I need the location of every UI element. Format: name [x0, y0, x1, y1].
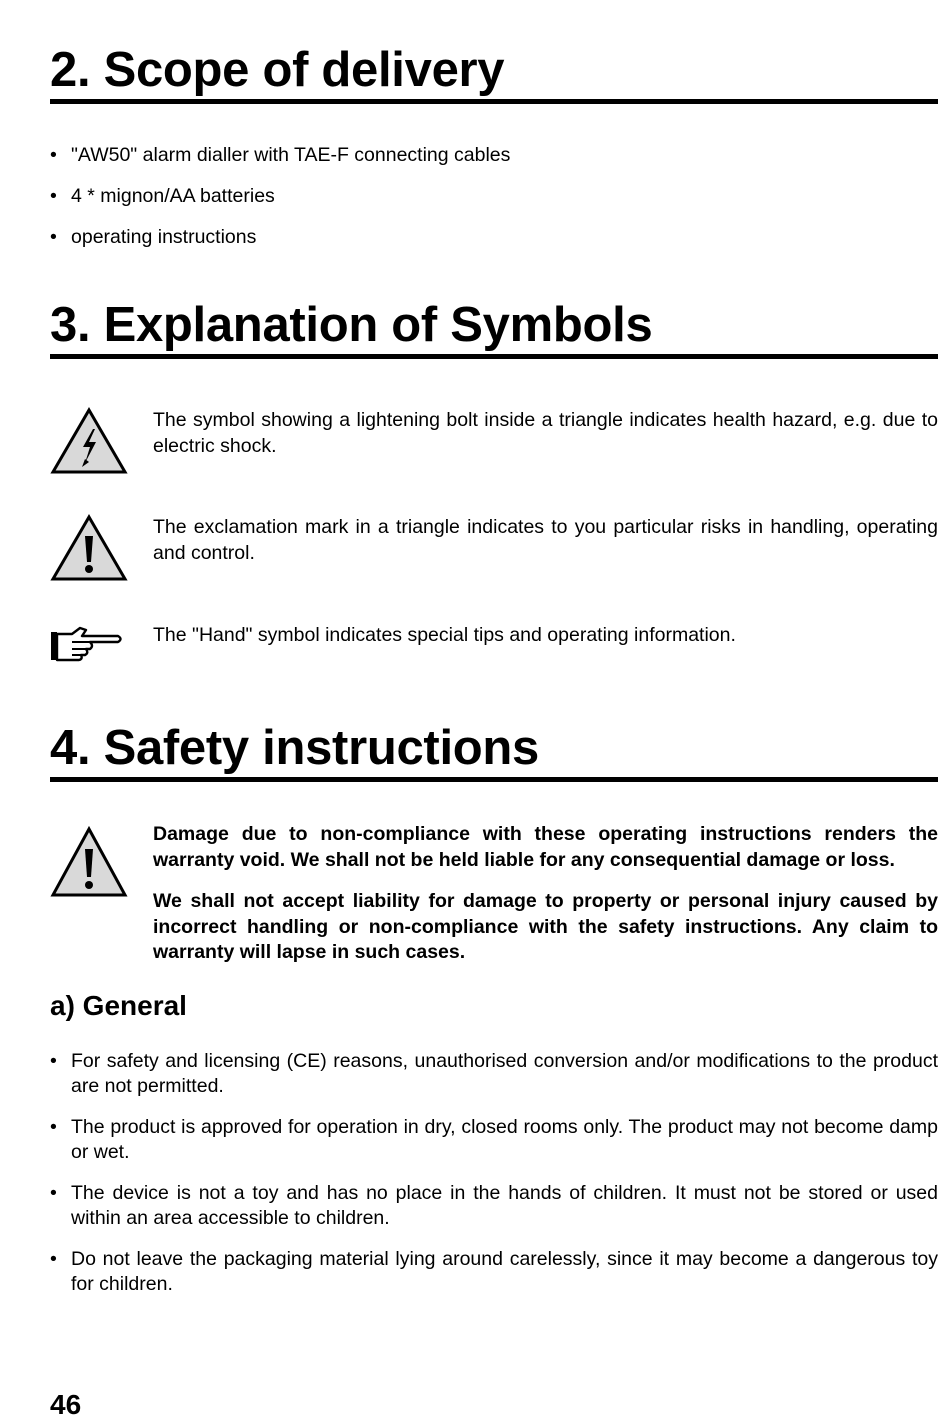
heading-rule — [50, 99, 938, 104]
list-item: • The device is not a toy and has no place in the hands of children. It must not be stored or used within an area accessible to children. — [50, 1182, 938, 1229]
bullet: • — [50, 1248, 57, 1270]
pointing-hand-icon — [50, 622, 124, 666]
page-number: 46 — [50, 1389, 82, 1420]
section-heading-scope-of-delivery: 2. Scope of delivery — [50, 43, 505, 97]
list-item: • The product is approved for operation in dry, closed rooms only. The product may not become damp or wet. — [50, 1116, 938, 1163]
symbol-description: The exclamation mark in a triangle indicates to you particular risks in handling, operating and control. — [153, 516, 938, 564]
bullet: • — [50, 1050, 57, 1072]
bullet: • — [50, 185, 57, 207]
list-item: • operating instructions — [50, 226, 257, 248]
list-item: • Do not leave the packaging material lying around carelessly, since it may become a dangerous toy for children. — [50, 1248, 938, 1295]
symbol-description: The "Hand" symbol indicates special tips and operating information. — [153, 624, 736, 646]
list-item: • "AW50" alarm dialler with TAE-F connecting cables — [50, 144, 511, 166]
list-item: • For safety and licensing (CE) reasons, unauthorised conversion and/or modifications to the product are not permitted. — [50, 1050, 938, 1097]
list-item: • 4 * mignon/AA batteries — [50, 185, 275, 207]
heading-rule — [50, 777, 938, 782]
warranty-warning: Damage due to non-compliance with these operating instructions renders the warranty void. We shall not be held liable for any consequential damage or loss. — [153, 823, 938, 871]
subheading-general: a) General — [50, 990, 187, 1021]
delivery-list — [50, 143, 938, 250]
liability-warning: We shall not accept liability for damage to property or personal injury caused by incorrect handling or non-compliance with the safety instructions. Any claim to warranty will lapse in such cases. — [153, 890, 938, 963]
general-safety-list — [50, 1049, 938, 1297]
exclamation-triangle-icon — [50, 514, 128, 582]
bullet: • — [50, 226, 57, 248]
lightning-triangle-icon — [50, 407, 128, 475]
bullet: • — [50, 1116, 57, 1138]
section-heading-explanation-of-symbols: 3. Explanation of Symbols — [50, 298, 653, 352]
bullet: • — [50, 144, 57, 166]
exclamation-triangle-icon — [50, 826, 128, 898]
heading-rule — [50, 354, 938, 359]
bullet: • — [50, 1182, 57, 1204]
section-heading-safety-instructions: 4. Safety instructions — [50, 721, 539, 775]
symbol-description: The symbol showing a lightening bolt inside a triangle indicates health hazard, e.g. due to electric shock. — [153, 409, 938, 457]
